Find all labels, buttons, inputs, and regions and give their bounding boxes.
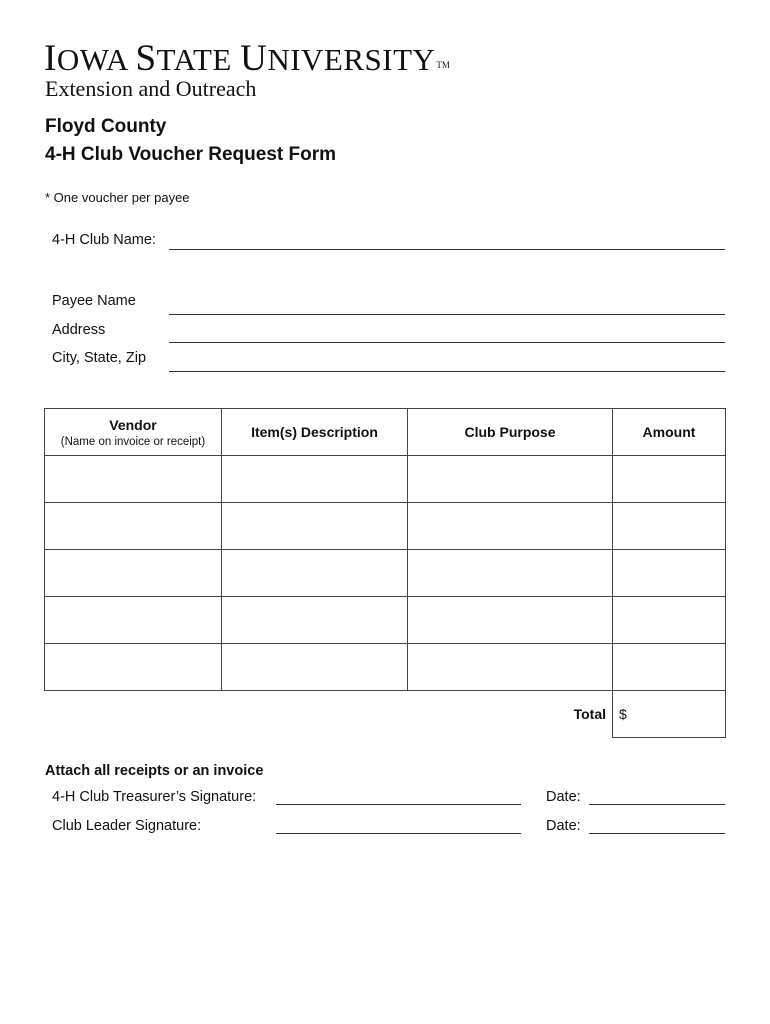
table-row xyxy=(45,597,726,644)
leader-signature-field[interactable] xyxy=(276,833,521,834)
city-state-zip-field[interactable] xyxy=(169,371,725,372)
purpose-cell[interactable] xyxy=(408,456,613,503)
description-cell[interactable] xyxy=(222,597,408,644)
vendor-cell[interactable] xyxy=(45,550,222,597)
payee-name-label: Payee Name xyxy=(52,293,136,309)
vendor-cell[interactable] xyxy=(45,456,222,503)
amount-cell[interactable] xyxy=(613,503,726,550)
description-cell[interactable] xyxy=(222,456,408,503)
total-spacer xyxy=(45,691,222,738)
description-cell[interactable] xyxy=(222,644,408,691)
table-row xyxy=(45,503,726,550)
treasurer-date-field[interactable] xyxy=(589,804,725,805)
treasurer-date-label: Date: xyxy=(546,789,581,805)
city-state-zip-label: City, State, Zip xyxy=(52,350,147,366)
club-name-label: 4-H Club Name: xyxy=(52,232,156,248)
vendor-column-header xyxy=(45,409,222,456)
purpose-cell[interactable] xyxy=(408,550,613,597)
total-currency: $ xyxy=(619,706,627,722)
attach-receipts-note: Attach all receipts or an invoice xyxy=(45,763,264,779)
leader-date-field[interactable] xyxy=(589,833,725,834)
vendor-header-sublabel: (Name on invoice or receipt) xyxy=(60,435,206,448)
vendor-cell[interactable] xyxy=(45,597,222,644)
amount-cell[interactable] xyxy=(613,597,726,644)
description-column-header: Item(s) Description xyxy=(222,409,408,456)
total-row xyxy=(45,691,726,738)
purpose-cell[interactable] xyxy=(408,597,613,644)
description-cell[interactable] xyxy=(222,550,408,597)
treasurer-signature-label: 4-H Club Treasurer’s Signature: xyxy=(52,789,257,805)
table-row xyxy=(45,456,726,503)
address-field[interactable] xyxy=(169,342,725,343)
university-wordmark: IOWA STATE UNIVERSITY xyxy=(44,38,436,79)
description-cell[interactable] xyxy=(222,503,408,550)
trademark-mark: TM xyxy=(436,60,450,70)
treasurer-signature-field[interactable] xyxy=(276,804,521,805)
total-spacer xyxy=(222,691,408,738)
table-header-row xyxy=(45,409,726,456)
leader-date-label: Date: xyxy=(546,818,581,834)
purpose-cell[interactable] xyxy=(408,644,613,691)
voucher-note: * One voucher per payee xyxy=(45,190,190,205)
county-title: Floyd County xyxy=(45,116,167,137)
voucher-table xyxy=(44,408,726,738)
address-label: Address xyxy=(52,322,106,338)
amount-cell[interactable] xyxy=(613,456,726,503)
vendor-cell[interactable] xyxy=(45,503,222,550)
amount-column-header: Amount xyxy=(613,409,726,456)
logo-subtitle: Extension and Outreach xyxy=(45,76,257,101)
total-label: Total xyxy=(408,691,613,738)
payee-name-field[interactable] xyxy=(169,314,725,315)
purpose-cell[interactable] xyxy=(408,503,613,550)
vendor-cell[interactable] xyxy=(45,644,222,691)
leader-signature-label: Club Leader Signature: xyxy=(52,818,202,834)
university-logo xyxy=(44,40,450,77)
amount-cell[interactable] xyxy=(613,550,726,597)
form-title: 4-H Club Voucher Request Form xyxy=(45,144,337,165)
vendor-header-label: Vendor xyxy=(109,416,157,433)
table-row xyxy=(45,644,726,691)
table-row xyxy=(45,550,726,597)
total-amount-cell[interactable] xyxy=(613,691,726,738)
amount-cell[interactable] xyxy=(613,644,726,691)
club-name-field[interactable] xyxy=(169,249,725,250)
purpose-column-header: Club Purpose xyxy=(408,409,613,456)
